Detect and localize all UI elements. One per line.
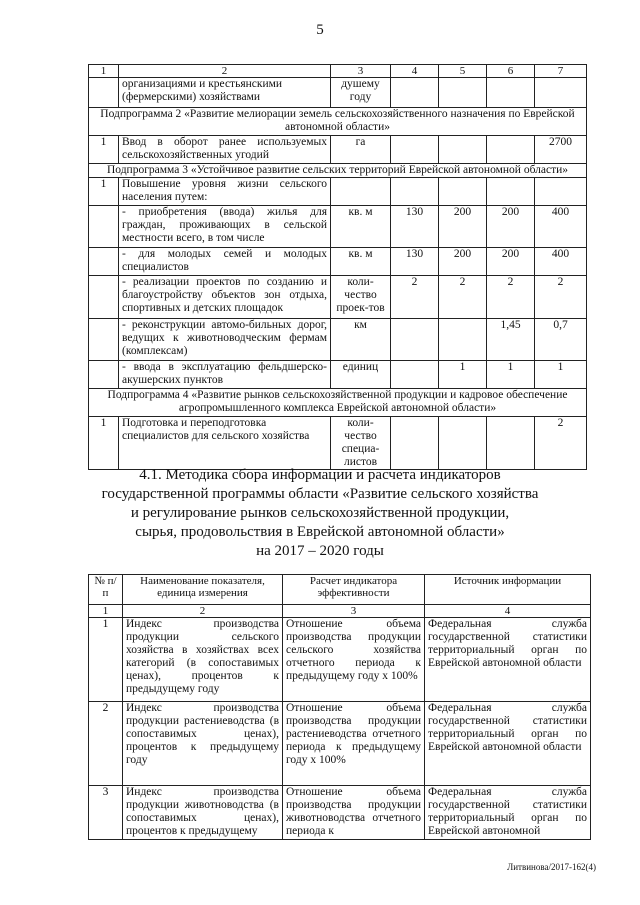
col-header: Наименование показателя, единица измерения [123, 575, 283, 605]
col-header: 2 [119, 65, 331, 78]
table-number-row [89, 605, 591, 618]
subprogram-title-row [89, 108, 587, 136]
col-header: 4 [391, 65, 439, 78]
subprogram-2-title: Подпрограмма 2 «Развитие мелиорации земель сельскохозяйственного назначения по Еврейской автономной области» [89, 108, 587, 136]
indicator-calc: Отношение объема производства продукции сельского хозяйства отчетного периода к предыдущему году х 100% [283, 618, 425, 702]
section-title-line: сырья, продовольствия в Еврейской автономной области» [135, 524, 505, 540]
methodology-table [88, 574, 591, 840]
col-header: Расчет индикатора эффективности [283, 575, 425, 605]
row-name: Повышение уровня жизни сельского населения путем: [119, 178, 331, 206]
indicator-name: Индекс производства продукции сельского хозяйства в хозяйствах всех категорий (в сопоставимых ценах), процентов к предыдущему году [123, 618, 283, 702]
table-row [89, 319, 587, 361]
col-header: 7 [535, 65, 587, 78]
value-cell: 1 [535, 361, 587, 389]
row-number: 1 [89, 178, 119, 206]
section-title-line: на 2017 – 2020 годы [256, 543, 384, 559]
value-cell: 200 [439, 206, 487, 248]
value-cell: 130 [391, 248, 439, 276]
col-header: 5 [439, 65, 487, 78]
value-cell: 2 [391, 276, 439, 319]
section-title [0, 466, 640, 561]
value-cell: 2 [535, 276, 587, 319]
table-row [89, 702, 591, 786]
section-title-line: и регулирование рынков сельскохозяйственной продукции, [130, 505, 510, 521]
row-unit: га [331, 136, 391, 164]
table-row [89, 206, 587, 248]
col-number: 1 [89, 605, 123, 618]
table-row [89, 276, 587, 319]
table-header-row [89, 575, 591, 605]
row-name: Подготовка и переподготовка специалистов для сельского хозяйства [119, 417, 331, 470]
value-cell [439, 417, 487, 470]
row-number: 2 [89, 702, 123, 786]
table-row [89, 78, 587, 108]
subprogram-title-row [89, 164, 587, 178]
value-cell: 2700 [535, 136, 587, 164]
table-row [89, 618, 591, 702]
footer-reference: Литвинова/2017-162(4) [507, 862, 596, 872]
row-name: - для молодых семей и молодых специалистов [119, 248, 331, 276]
value-cell: 0,7 [535, 319, 587, 361]
row-name: - реконструкции автомо-бильных дорог, ведущих к животноводческим фермам (комплексам) [119, 319, 331, 361]
col-number: 3 [283, 605, 425, 618]
indicator-name: Индекс производства продукции растениеводства (в сопоставимых ценах), процентов к предыдущему году [123, 702, 283, 786]
col-header: 1 [89, 65, 119, 78]
value-cell [391, 417, 439, 470]
value-cell: 1 [439, 361, 487, 389]
page-number: 5 [316, 22, 324, 38]
col-number: 4 [425, 605, 591, 618]
value-cell: 200 [487, 248, 535, 276]
indicator-source: Федеральная служба государственной статистики территориальный орган по Еврейской автономной области [425, 618, 591, 702]
col-number: 2 [123, 605, 283, 618]
value-cell: 2 [487, 276, 535, 319]
subprogram-4-title: Подпрограмма 4 «Развитие рынков сельскохозяйственной продукции и кадровое обеспечение агропромышленного комплекса Еврейской автономной области» [89, 389, 587, 417]
value-cell: 200 [487, 206, 535, 248]
section-title-line: 4.1. Методика сбора информации и расчета индикаторов [139, 467, 501, 483]
row-number: 3 [89, 786, 123, 840]
indicators-table [88, 64, 587, 470]
value-cell: 400 [535, 248, 587, 276]
value-cell [391, 136, 439, 164]
value-cell: 130 [391, 206, 439, 248]
indicator-calc: Отношение объема производства продукции животноводства отчетного периода к [283, 786, 425, 840]
row-name: организациями и крестьянскими (фермерскими) хозяйствами [119, 78, 331, 108]
row-name: Ввод в оборот ранее используемых сельскохозяйственных угодий [119, 136, 331, 164]
row-unit: коли-чество проек-тов [331, 276, 391, 319]
subprogram-title-row [89, 389, 587, 417]
row-name: - приобретения (ввода) жилья для граждан, проживающих в сельской местности всего, в том числе [119, 206, 331, 248]
section-title-line: государственной программы области «Развитие сельского хозяйства [101, 486, 539, 502]
value-cell [391, 361, 439, 389]
indicator-source: Федеральная служба государственной статистики территориальный орган по Еврейской автономной [425, 786, 591, 840]
table-row [89, 361, 587, 389]
value-cell: 1 [487, 361, 535, 389]
col-header: № п/п [89, 575, 123, 605]
table-row [89, 417, 587, 470]
col-header: 6 [487, 65, 535, 78]
indicator-name: Индекс производства продукции животноводства (в сопоставимых ценах), процентов к предыдущему [123, 786, 283, 840]
value-cell [391, 319, 439, 361]
value-cell: 400 [535, 206, 587, 248]
row-number: 1 [89, 618, 123, 702]
value-cell: 200 [439, 248, 487, 276]
row-name: - ввода в эксплуатацию фельдшерско-акушерских пунктов [119, 361, 331, 389]
row-number: 1 [89, 136, 119, 164]
subprogram-3-title: Подпрограмма 3 «Устойчивое развитие сельских территорий Еврейской автономной области» [89, 164, 587, 178]
row-unit: км [331, 319, 391, 361]
value-cell: 2 [535, 417, 587, 470]
indicator-source: Федеральная служба государственной статистики территориальный орган по Еврейской автономной области [425, 702, 591, 786]
row-unit: душему году [331, 78, 391, 108]
table-row [89, 136, 587, 164]
row-unit: кв. м [331, 248, 391, 276]
indicator-calc: Отношение объема производства продукции растениеводства отчетного периода к предыдущему году х 100% [283, 702, 425, 786]
value-cell [439, 319, 487, 361]
value-cell: 1,45 [487, 319, 535, 361]
table-row [89, 786, 591, 840]
col-header: 3 [331, 65, 391, 78]
table-row [89, 248, 587, 276]
value-cell [487, 136, 535, 164]
row-unit: коли-чество специа-листов [331, 417, 391, 470]
col-header: Источник информации [425, 575, 591, 605]
value-cell [439, 136, 487, 164]
row-unit: кв. м [331, 206, 391, 248]
row-unit: единиц [331, 361, 391, 389]
row-name: - реализации проектов по созданию и благоустройству объектов зон отдыха, спортивных и детских площадок [119, 276, 331, 319]
table-row [89, 178, 587, 206]
value-cell: 2 [439, 276, 487, 319]
table-header-row [89, 65, 587, 78]
value-cell [487, 417, 535, 470]
row-number: 1 [89, 417, 119, 470]
